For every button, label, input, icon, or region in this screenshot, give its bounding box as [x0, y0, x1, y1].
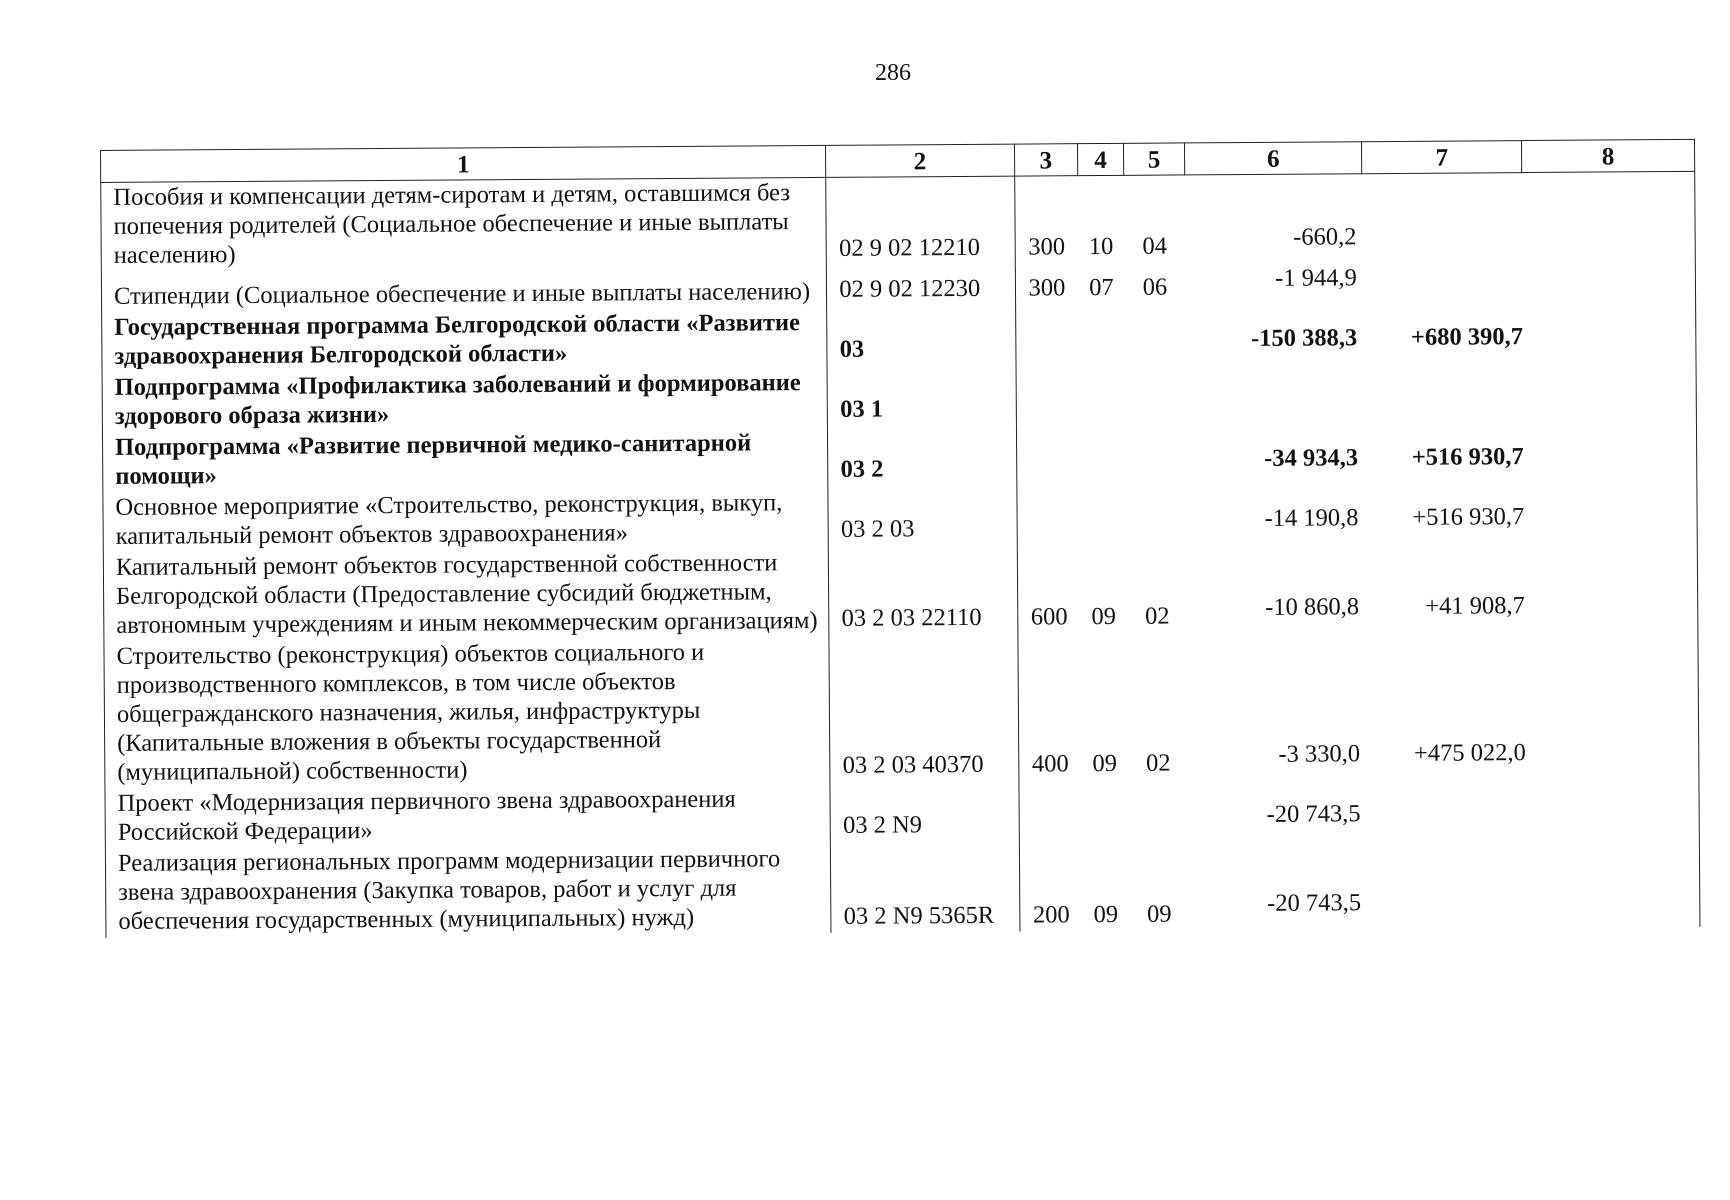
cell-col-6: -660,2 — [1293, 223, 1357, 251]
cell-col-6: -34 934,3 — [1264, 444, 1359, 472]
cell-name: Основное мероприятие «Строительство, реконструкция, выкуп, капитальный ремонт объектов здравоохранения» — [103, 488, 829, 553]
table-body — [101, 171, 1700, 938]
cell-col-7: +475 022,0 — [1413, 739, 1526, 767]
cell-code: 03 2 03 40370 — [829, 636, 1018, 784]
cell-code: 03 2 03 — [828, 487, 1017, 548]
cell-col-3: 600 — [1030, 603, 1068, 631]
cell-col-4 — [1082, 782, 1128, 842]
table-row — [102, 302, 1696, 373]
cell-col-6: -1 944,9 — [1275, 264, 1357, 292]
table-row — [103, 542, 1698, 642]
cell-col-8 — [1522, 171, 1696, 262]
header-col-8: 8 — [1522, 139, 1695, 172]
cell-col-3 — [1018, 782, 1082, 842]
table-row — [104, 631, 1699, 789]
cell-col-8 — [1524, 422, 1697, 483]
cell-name: Проект «Модернизация первичного звена здравоохранения Российской Федерации» — [105, 784, 831, 849]
cell-col-3 — [1016, 366, 1080, 426]
cell-col-5 — [1125, 425, 1187, 485]
table-row — [102, 422, 1696, 493]
budget-table — [100, 139, 1700, 938]
cell-col-3: 200 — [1032, 901, 1070, 929]
table-row — [103, 482, 1697, 553]
cell-code: 03 — [827, 307, 1016, 368]
cell-col-6: -10 860,8 — [1265, 593, 1360, 621]
cell-name: Реализация региональных программ модернизации первичного звена здравоохранения (Закупка товаров, работ и услуг для обеспечения государственных (муниципальных) нужд) — [105, 844, 831, 938]
cell-col-6: -20 743,5 — [1267, 889, 1362, 917]
cell-col-7 — [1366, 779, 1526, 840]
header-col-5: 5 — [1123, 143, 1184, 175]
cell-col-7 — [1362, 173, 1522, 264]
cell-col-3 — [1015, 306, 1079, 366]
cell-col-8 — [1523, 362, 1696, 423]
cell-col-4 — [1079, 306, 1125, 366]
cell-col-5: 06 — [1142, 273, 1168, 301]
cell-col-5 — [1126, 485, 1188, 545]
cell-col-7 — [1363, 262, 1523, 304]
cell-code: 03 2 03 22110 — [829, 547, 1018, 637]
cell-col-8 — [1523, 302, 1696, 363]
cell-col-6: -3 330,0 — [1278, 740, 1361, 768]
table-row — [105, 838, 1700, 938]
cell-code: 03 2 N9 — [830, 783, 1019, 844]
cell-col-7 — [1363, 363, 1523, 424]
cell-code: 02 9 02 12210 — [826, 176, 1015, 267]
budget-document — [100, 139, 1700, 938]
cell-col-7 — [1367, 839, 1527, 929]
cell-col-7: +516 930,7 — [1411, 443, 1524, 471]
cell-code: 02 9 02 12230 — [827, 266, 1015, 308]
cell-code: 03 2 — [828, 427, 1017, 488]
table-row — [102, 362, 1696, 433]
cell-col-3: 300 — [1028, 274, 1066, 302]
cell-name: Государственная программа Белгородской области «Развитие здравоохранения Белгородской области» — [102, 308, 828, 373]
table-row — [101, 171, 1696, 272]
cell-col-8 — [1526, 778, 1699, 839]
cell-name: Строительство (реконструкция) объектов социального и производственного комплексов, в том числе объектов общегражданского назначения, жилья, инфраструктуры (Капитальные вложения в объекты государственной (муниципальной) собственности) — [104, 637, 830, 789]
header-col-7: 7 — [1362, 141, 1522, 174]
cell-code: 03 2 N9 5365R — [831, 843, 1020, 933]
cell-name: Подпрограмма «Профилактика заболеваний и формирование здорового образа жизни» — [102, 368, 828, 433]
cell-col-7: +41 908,7 — [1425, 592, 1525, 620]
cell-code: 03 1 — [827, 367, 1016, 428]
cell-col-5 — [1125, 365, 1187, 425]
cell-col-8 — [1525, 631, 1699, 779]
cell-col-3 — [1016, 426, 1080, 486]
table-row — [105, 778, 1699, 849]
cell-name: Капитальный ремонт объектов государственной собственности Белгородской области (Предоставление субсидий бюджетным, автономным учреждениям и иным некоммерческим организациям) — [103, 548, 829, 642]
cell-name: Подпрограмма «Развитие первичной медико-санитарной помощи» — [102, 428, 828, 493]
cell-col-3 — [1016, 486, 1080, 546]
cell-col-6: -20 743,5 — [1266, 800, 1361, 828]
cell-col-4: 07 — [1089, 273, 1114, 302]
cell-col-5 — [1125, 305, 1187, 365]
page-number: 286 — [875, 60, 911, 86]
cell-col-6: -14 190,8 — [1264, 504, 1359, 532]
cell-col-5: 09 — [1147, 900, 1172, 928]
cell-col-5: 02 — [1145, 749, 1171, 777]
cell-col-3: 300 — [1028, 233, 1066, 261]
cell-col-7: +516 930,7 — [1412, 503, 1525, 531]
header-col-3: 3 — [1014, 144, 1078, 176]
cell-col-8 — [1526, 838, 1700, 928]
cell-col-5 — [1128, 781, 1190, 841]
cell-name: Стипендии (Социальное обеспечение и иные выплаты населению) — [101, 267, 827, 313]
cell-col-4: 09 — [1093, 900, 1119, 929]
cell-col-4: 10 — [1088, 232, 1114, 261]
cell-col-4 — [1079, 366, 1125, 426]
header-col-1: 1 — [101, 145, 827, 182]
cell-col-4 — [1079, 426, 1125, 486]
cell-col-5: 04 — [1142, 232, 1168, 260]
cell-col-8 — [1524, 482, 1697, 543]
header-col-2: 2 — [826, 144, 1014, 177]
header-col-4: 4 — [1077, 143, 1123, 175]
cell-col-7: +680 390,7 — [1410, 323, 1524, 351]
cell-col-6: -150 388,3 — [1250, 324, 1358, 352]
header-col-6: 6 — [1185, 142, 1362, 175]
cell-col-8 — [1522, 261, 1695, 303]
cell-col-4: 09 — [1091, 602, 1117, 631]
cell-col-6 — [1186, 364, 1364, 425]
cell-col-3: 400 — [1031, 750, 1069, 778]
cell-col-5: 02 — [1144, 602, 1170, 630]
cell-col-4 — [1080, 486, 1126, 546]
cell-col-8 — [1524, 542, 1698, 632]
cell-col-4: 09 — [1092, 749, 1118, 778]
cell-name: Пособия и компенсации детям-сиротам и детям, оставшимся без попечения родителей (Социальное обеспечение и иные выплаты населению) — [101, 177, 827, 272]
